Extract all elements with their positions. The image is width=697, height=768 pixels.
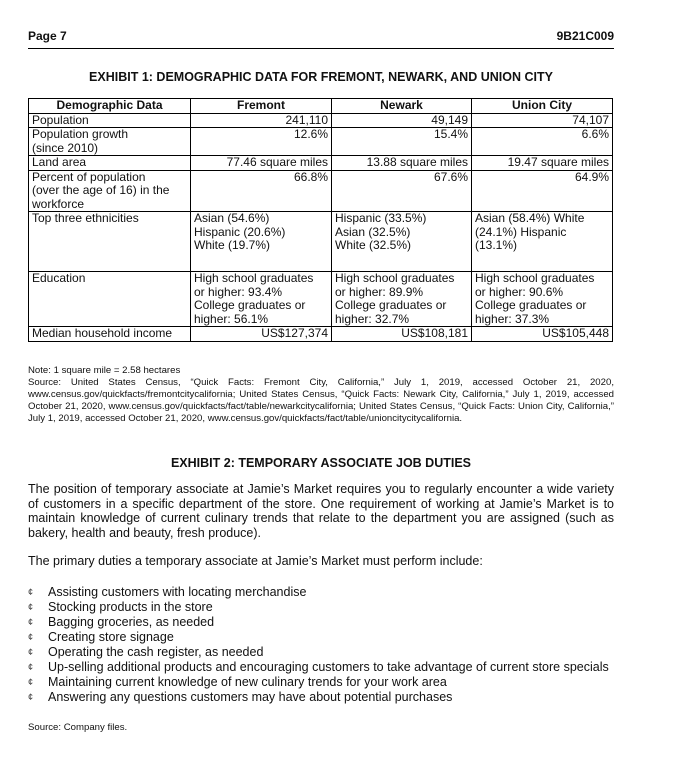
table-cell: 66.8% xyxy=(191,170,332,212)
duty-text: Operating the cash register, as needed xyxy=(48,645,264,659)
cell-line: College graduates or xyxy=(475,298,587,312)
bullet-icon: ¢ xyxy=(28,692,34,702)
cell-line: College graduates or xyxy=(194,298,306,312)
table-cell: 49,149 xyxy=(332,113,472,128)
table-cell: 15.4% xyxy=(332,128,472,156)
duty-text: Bagging groceries, as needed xyxy=(48,615,215,629)
table-row xyxy=(29,170,613,212)
table-cell: US$108,181 xyxy=(332,327,472,342)
cell-line: College graduates or xyxy=(335,298,447,312)
bullet-icon: ¢ xyxy=(28,647,34,657)
bullet-icon: ¢ xyxy=(28,602,34,612)
bullet-icon: ¢ xyxy=(28,662,34,672)
cell-line: or higher: 93.4% xyxy=(194,284,283,299)
table-cell: 13.88 square miles xyxy=(332,156,472,171)
page-header xyxy=(28,24,614,49)
page-number: Page 7 xyxy=(28,29,67,43)
table-row xyxy=(29,327,613,342)
table-cell xyxy=(332,212,472,272)
table-cell: 12.6% xyxy=(191,128,332,156)
table-cell: 77.46 square miles xyxy=(191,156,332,171)
table-cell: 241,110 xyxy=(191,113,332,128)
list-item xyxy=(28,645,628,660)
column-header: Fremont xyxy=(191,99,332,114)
list-item xyxy=(28,615,628,630)
cell-line: higher: 37.3% xyxy=(475,311,550,326)
row-label: Land area xyxy=(29,156,191,171)
cell-line: White (32.5%) xyxy=(335,238,412,252)
source-citation: Source: United States Census, “Quick Facts: Fremont City, California,” July 1, 2019, accessed October 21, 2020, www.census.gov/quickfacts/fremontcitycalifornia; United States Census, “Quick Facts: Newark City, California,” July 1, 2019, accessed October 21, 2020, www.census.gov/quickfacts/fact/table/newarkcitycalifornia; United States Census, “Quick Facts: Union City, California,” July 1, 2019, accessed October 21, 2020, www.census.gov/quickfacts/fact/table/unioncitycitycalifornia. xyxy=(28,377,614,424)
row-label-line: (since 2010) xyxy=(32,140,99,155)
table-cell xyxy=(472,272,613,327)
table-row xyxy=(29,128,613,156)
column-header: Demographic Data xyxy=(29,99,191,114)
duty-text: Up-selling additional products and encouraging customers to take advantage of current store specials xyxy=(48,660,609,674)
note-line: Note: 1 square mile = 2.58 hectares xyxy=(28,365,181,376)
cell-line: High school graduates xyxy=(475,271,595,285)
exhibit-2-title: EXHIBIT 2: TEMPORARY ASSOCIATE JOB DUTIES xyxy=(170,456,472,470)
table-cell: 6.6% xyxy=(472,128,613,156)
duties-list xyxy=(28,585,628,705)
row-label: Population xyxy=(29,113,191,128)
duty-text: Stocking products in the store xyxy=(48,600,213,614)
row-label: Median household income xyxy=(29,327,191,342)
duty-text: Creating store signage xyxy=(48,630,174,644)
duty-text: Maintaining current knowledge of new culinary trends for your work area xyxy=(48,675,447,689)
row-label xyxy=(29,170,191,212)
table-row xyxy=(29,212,613,272)
cell-line: High school graduates xyxy=(194,271,314,285)
row-label-line: (over the age of 16) in the xyxy=(32,183,170,197)
cell-line: (24.1%) Hispanic xyxy=(475,224,567,239)
job-description-paragraph: The position of temporary associate at Jamie’s Market requires you to regularly encounter a wide variety of customers in a specific department of the store. One requirement of working at Jamie’s Market is to maintain knowledge of current culinary trends that relate to the department you are assigned (such as bakery, health and beauty, fresh produce). xyxy=(28,482,614,540)
table-cell: 19.47 square miles xyxy=(472,156,613,171)
duty-text: Assisting customers with locating merchandise xyxy=(48,585,307,599)
list-item xyxy=(28,585,628,600)
table-header-row xyxy=(29,99,613,114)
cell-line: Hispanic (33.5%) xyxy=(335,211,427,225)
table-cell: US$127,374 xyxy=(191,327,332,342)
demographic-table xyxy=(28,98,613,342)
list-item xyxy=(28,630,628,645)
row-label xyxy=(29,128,191,156)
cell-line: Asian (58.4%) White xyxy=(475,211,585,225)
column-header: Union City xyxy=(472,99,613,114)
cell-line: Hispanic (20.6%) xyxy=(194,224,286,239)
row-label-line: Population growth xyxy=(32,127,129,141)
table-cell: US$105,448 xyxy=(472,327,613,342)
cell-line: Asian (32.5%) xyxy=(335,224,411,239)
exhibit-1-title: EXHIBIT 1: DEMOGRAPHIC DATA FOR FREMONT, NEWARK, AND UNION CITY xyxy=(89,70,553,84)
document-code: 9B21C009 xyxy=(556,29,614,43)
table-cell xyxy=(472,212,613,272)
cell-line: or higher: 89.9% xyxy=(335,284,424,299)
duty-text: Answering any questions customers may have about potential purchases xyxy=(48,690,453,704)
cell-line: or higher: 90.6% xyxy=(475,284,564,299)
table-cell xyxy=(191,272,332,327)
cell-line: (13.1%) xyxy=(475,238,518,252)
row-label-line: Percent of population xyxy=(32,169,146,184)
table-cell: 67.6% xyxy=(332,170,472,212)
bullet-icon: ¢ xyxy=(28,677,34,687)
table-row xyxy=(29,272,613,327)
duties-intro: The primary duties a temporary associate at Jamie’s Market must perform include: xyxy=(28,554,483,568)
row-label: Education xyxy=(29,272,191,327)
table-row xyxy=(29,113,613,128)
table-row xyxy=(29,156,613,171)
cell-line: High school graduates xyxy=(335,271,455,285)
row-label: Top three ethnicities xyxy=(29,212,191,272)
source-note: Source: Company files. xyxy=(28,722,128,733)
list-item xyxy=(28,690,628,705)
bullet-icon: ¢ xyxy=(28,587,34,597)
table-cell: 74,107 xyxy=(472,113,613,128)
table-note xyxy=(28,365,614,425)
list-item xyxy=(28,675,628,690)
cell-line: Asian (54.6%) xyxy=(194,211,270,225)
cell-line: White (19.7%) xyxy=(194,238,271,252)
cell-line: higher: 56.1% xyxy=(194,311,269,326)
column-header: Newark xyxy=(332,99,472,114)
cell-line: higher: 32.7% xyxy=(335,311,410,326)
table-cell xyxy=(191,212,332,272)
list-item xyxy=(28,660,628,675)
table-cell xyxy=(332,272,472,327)
table-cell: 64.9% xyxy=(472,170,613,212)
bullet-icon: ¢ xyxy=(28,617,34,627)
list-item xyxy=(28,600,628,615)
bullet-icon: ¢ xyxy=(28,632,34,642)
row-label-line: workforce xyxy=(32,196,85,211)
